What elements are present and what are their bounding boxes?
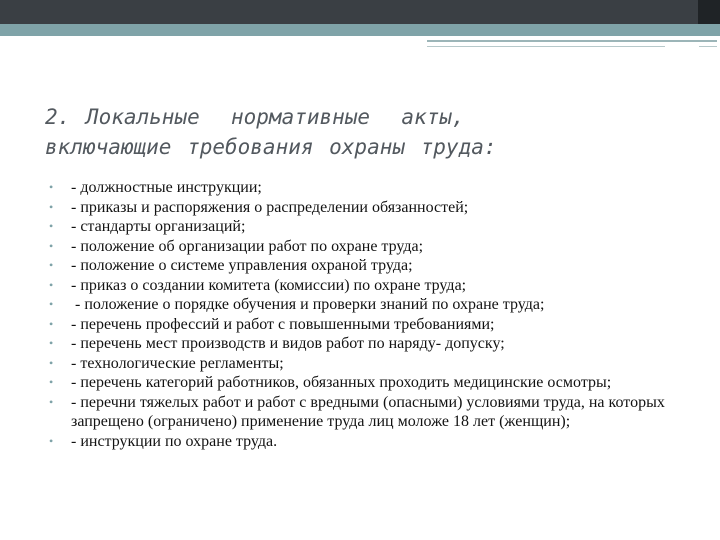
bullet-icon: • bbox=[49, 297, 54, 311]
list-item bbox=[49, 354, 679, 374]
list-item bbox=[49, 198, 679, 218]
list-item bbox=[49, 334, 679, 354]
list-item-text: - перечень мест производств и видов работ по наряду- допуску; bbox=[71, 335, 505, 352]
slide-title-line-2: включающие требования охраны труда: bbox=[45, 135, 497, 159]
decor-line bbox=[427, 40, 717, 42]
list-item bbox=[49, 315, 679, 335]
bullet-icon: • bbox=[49, 238, 54, 253]
bullet-icon: • bbox=[49, 277, 54, 292]
list-item-text: - перечни тяжелых работ и работ с вредными (опасными) условиями труда, на которых запрещено (ограничено) применение труда лиц моложе 18 лет (женщин); bbox=[71, 393, 665, 430]
bullet-icon: • bbox=[49, 316, 54, 331]
bullet-icon: • bbox=[49, 394, 54, 409]
bullet-icon: • bbox=[49, 180, 54, 194]
slide-title bbox=[45, 102, 685, 162]
list-item bbox=[49, 237, 679, 257]
bullet-icon: • bbox=[49, 258, 54, 272]
list-item bbox=[49, 393, 679, 432]
list-item bbox=[49, 295, 679, 315]
list-item-text: - инструкции по охране труда. bbox=[71, 432, 278, 450]
list-item-text: - приказы и распоряжения о распределении обязанностей; bbox=[71, 198, 469, 216]
list-item-text: - стандарты организаций; bbox=[71, 218, 246, 235]
list-item-text: - должностные инструкции; bbox=[71, 179, 262, 196]
header-dark-corner bbox=[698, 0, 720, 24]
list-item-text: - перечень профессий и работ с повышенными требованиями; bbox=[71, 315, 495, 333]
bullet-icon: • bbox=[49, 336, 54, 350]
list-item bbox=[49, 276, 679, 296]
decor-line bbox=[699, 46, 717, 47]
bullet-icon: • bbox=[49, 219, 54, 233]
list-item bbox=[49, 178, 679, 198]
list-item-text: - положение об организации работ по охране труда; bbox=[71, 237, 424, 255]
header-teal-band bbox=[0, 24, 720, 36]
list-item-text: - технологические регламенты; bbox=[71, 354, 284, 372]
list-item-text: - перечень категорий работников, обязанных проходить медицинские осмотры; bbox=[71, 374, 612, 391]
list-item bbox=[49, 256, 679, 276]
bullet-icon: • bbox=[49, 375, 54, 389]
requirements-list bbox=[49, 178, 679, 451]
header-dark-band bbox=[0, 0, 720, 24]
bullet-icon: • bbox=[49, 199, 54, 214]
list-item-text: - положение о порядке обучения и проверки знаний по охране труда; bbox=[71, 296, 545, 313]
list-item bbox=[49, 217, 679, 237]
list-item bbox=[49, 373, 679, 393]
list-item bbox=[49, 432, 679, 452]
slide-title-line-1: 2. Локальные нормативные акты, bbox=[45, 105, 465, 129]
decor-line bbox=[427, 46, 665, 47]
bullet-icon: • bbox=[49, 433, 54, 448]
list-item-text: - положение о системе управления охраной труда; bbox=[71, 257, 413, 274]
bullet-icon: • bbox=[49, 355, 54, 370]
list-item-text: - приказ о создании комитета (комиссии) по охране труда; bbox=[71, 276, 467, 294]
